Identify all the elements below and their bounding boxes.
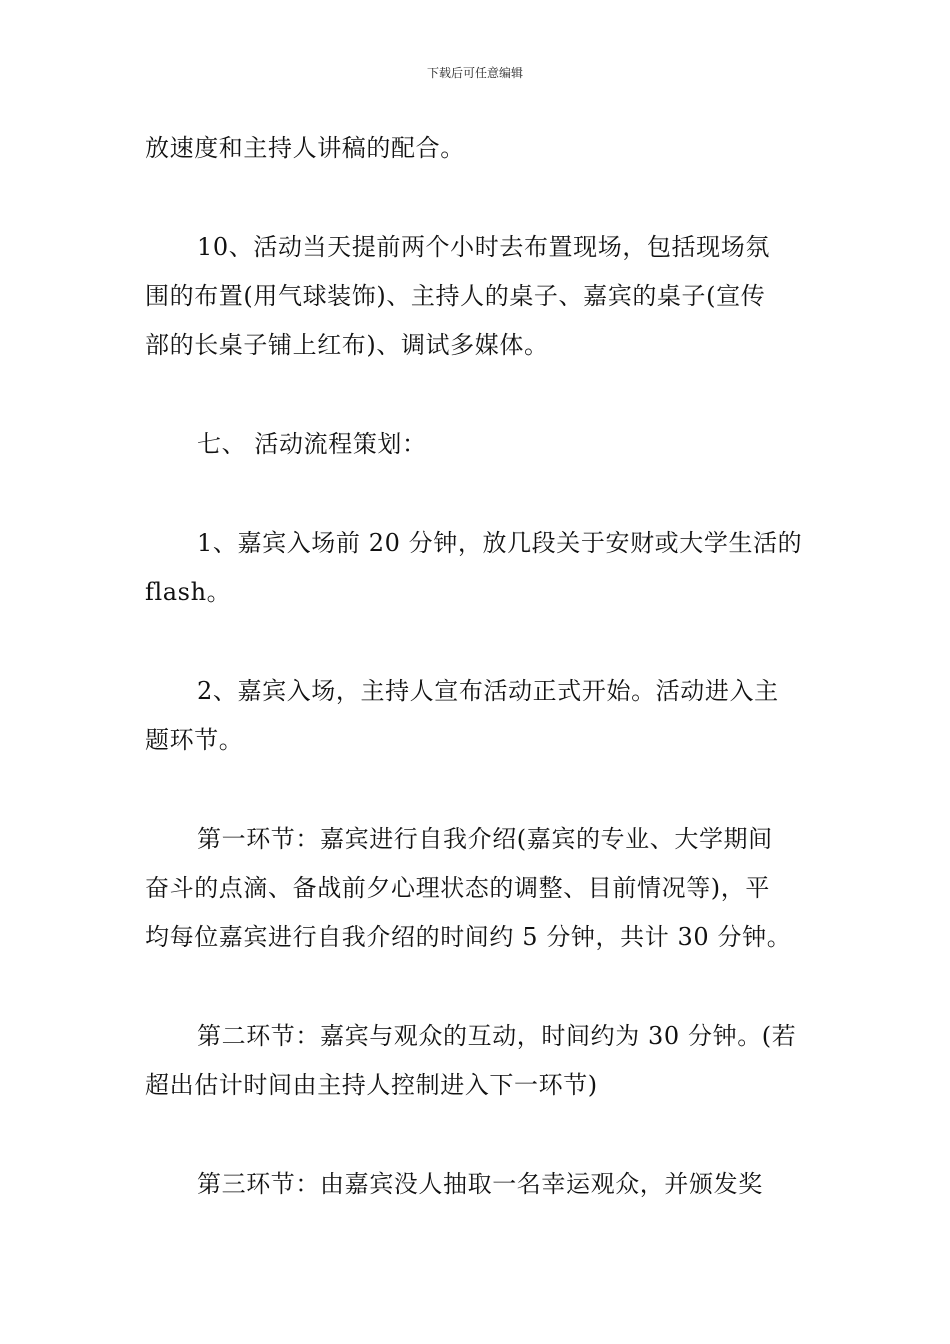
paragraph-continuation xyxy=(145,124,809,173)
text-line: 1、嘉宾入场前 20 分钟，放几段关于安财或大学生活的 xyxy=(197,529,803,557)
paragraph-stage-3 xyxy=(145,1160,809,1209)
text-line: 第三环节：由嘉宾没人抽取一名幸运观众，并颁发奖 xyxy=(197,1170,763,1198)
text-line: 均每位嘉宾进行自我介绍的时间约 5 分钟，共计 30 分钟。 xyxy=(145,923,792,951)
text-line: 题环节。 xyxy=(145,726,244,754)
text-line: 超出估计时间由主持人控制进入下一环节) xyxy=(145,1071,598,1099)
text-line: 第二环节：嘉宾与观众的互动，时间约为 30 分钟。(若 xyxy=(197,1022,797,1050)
document-body xyxy=(145,124,809,1259)
paragraph-item-2 xyxy=(145,667,809,765)
text-line: 部的长桌子铺上红布)、调试多媒体。 xyxy=(145,331,549,359)
paragraph-stage-1 xyxy=(145,815,809,962)
text-line: 放速度和主持人讲稿的配合。 xyxy=(145,134,465,162)
text-line: 七、 活动流程策划： xyxy=(197,430,427,458)
page-header: 下载后可任意编辑 xyxy=(426,66,523,80)
paragraph-stage-2 xyxy=(145,1012,809,1110)
text-line: 奋斗的点滴、备战前夕心理状态的调整、目前情况等)，平 xyxy=(145,874,770,902)
section-heading xyxy=(145,420,809,469)
text-line: flash。 xyxy=(145,578,232,606)
text-line: 围的布置(用气球装饰)、主持人的桌子、嘉宾的桌子(宣传 xyxy=(145,282,766,310)
paragraph-item-10 xyxy=(145,223,809,370)
text-line: 10、活动当天提前两个小时去布置现场，包括现场氛 xyxy=(197,233,770,261)
text-line: 2、嘉宾入场，主持人宣布活动正式开始。活动进入主 xyxy=(197,677,779,705)
text-line: 第一环节：嘉宾进行自我介绍(嘉宾的专业、大学期间 xyxy=(197,825,773,853)
paragraph-item-1 xyxy=(145,519,809,617)
